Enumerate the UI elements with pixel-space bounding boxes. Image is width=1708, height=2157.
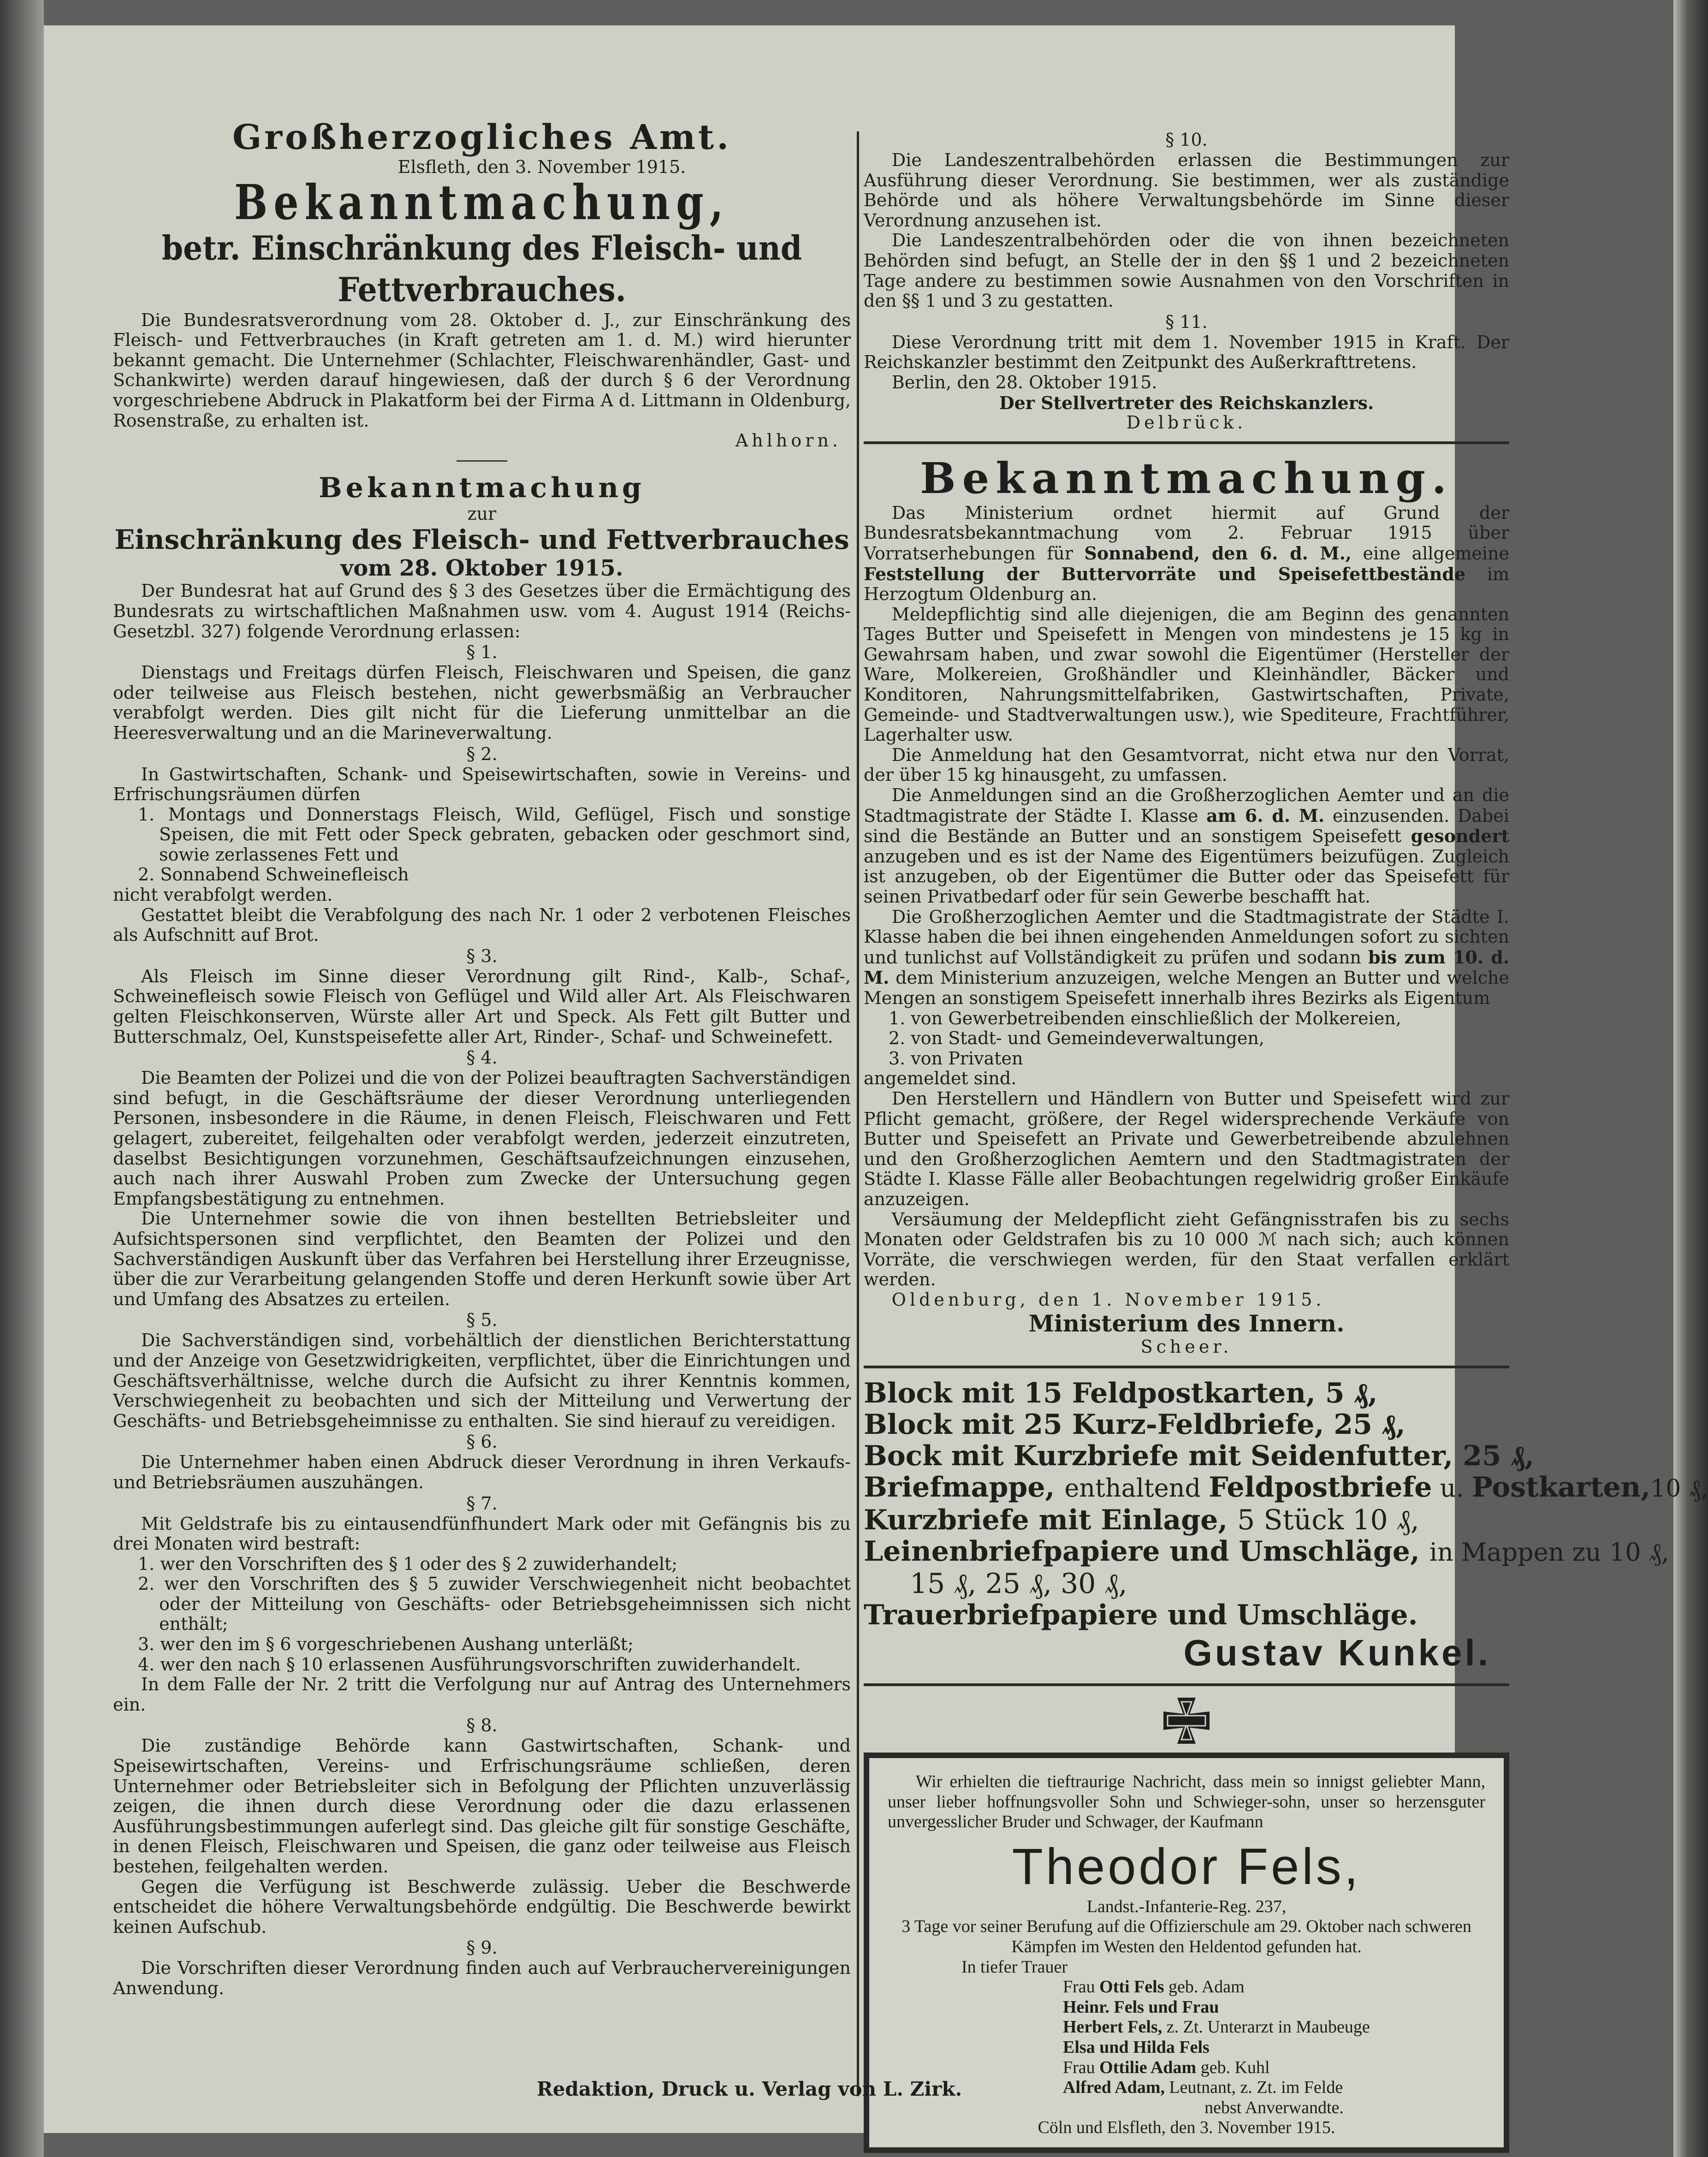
- section-4-text-2: Die Unternehmer sowie die von ihnen bestellten Betriebsleiter und Aufsichtspersonen sind verpflichtet, den Beamten der Polizei und den Sachverständigen Auskunft über das Verfahren bei Herstellung ihrer Erzeugnisse, über die zur Verarbeitung gelangenden Stoffe und deren Herkunft sowie über Art und Umfang des Absatzes zu erteilen.: [113, 1208, 851, 1309]
- bek3-after: angemeldet sind.: [864, 1068, 1017, 1089]
- bek3-paragraph-4: Die Anmeldungen sind an die Großherzoglichen Aemter und an die Stadtmagistrate der Städte I. Klasse am 6. d. M. einzusenden. Dabei sind die Bestände an Butter und an sonstigem Speisefett gesondert anzugeben und es ist der Name des Eigentümers beizufügen. Zugleich ist anzugeben, ob der Eigentümer die Butter oder das Speisefett für seinen Privatbedarf oder für sein Gewerbe beschafft hat.: [864, 785, 1510, 907]
- obituary-name: Theodor Fels,: [1012, 1838, 1361, 1895]
- obituary-text: Wir erhielten die tieftraurige Nachricht, dass mein so innigst geliebter Mann, unser lieber hoffnungsvoller Sohn und Schwieger-sohn, unser so herzensguter unvergesslicher Bruder und Schwager, der Kaufmann: [888, 1772, 1485, 1832]
- mourner-2: Heinr. Fels und Frau: [1063, 1997, 1219, 2017]
- scan-binding-shadow: [0, 0, 44, 2157]
- ad-line-kurzbriefe-einlage: Kurzbriefe mit Einlage, 5 Stück 10 ₰,: [864, 1504, 1419, 1537]
- section-7-heading: § 7.: [466, 1493, 498, 1514]
- bek3-item-1: 1. von Gewerbetreibenden einschließlich der Molkereien,: [889, 1008, 1401, 1028]
- berlin-dateline: Berlin, den 28. Oktober 1915.: [891, 372, 1157, 392]
- scheer-signature: Scheer.: [1140, 1337, 1233, 1357]
- section-10-text-2: Die Landeszentralbehörden oder die von ihnen bezeichneten Behörden sind befugt, an Stelle der in den §§ 1 und 2 bezeichneten Tage andere zu bestimmen sowie Ausnahmen von den Vorschriften in den §§ 1 und 3 zu gestatten.: [864, 230, 1509, 311]
- mourner-7: nebst Anverwandte.: [1204, 2098, 1344, 2117]
- mourner-5: Frau Ottilie Adam geb. Kuhl: [1063, 2057, 1270, 2077]
- section-7-item-2: 2. wer den Vorschriften des § 5 zuwider Verschwiegenheit nicht beobachtet oder der Mitteilung von Geschäfts- oder Betriebsgeheimnissen sich nicht enthält;: [138, 1574, 851, 1634]
- section-2-text: In Gastwirtschaften, Schank- und Speisewirtschaften, sowie in Vereins- und Erfrischungsräumen dürfen: [113, 764, 851, 805]
- obituary-text-2: 3 Tage vor seiner Berufung auf die Offizierschule am 29. Oktober nach schweren Kämpfen im Westen den Heldentod gefunden hat.: [901, 1917, 1471, 1957]
- section-5-heading: § 5.: [466, 1310, 498, 1331]
- bek2-subtitle: Einschränkung des Fleisch- und Fettverbrauches: [114, 524, 849, 556]
- bek1-signature: Ahlhorn.: [735, 430, 842, 451]
- section-3-heading: § 3.: [466, 945, 498, 966]
- separator-rule-2: [864, 1366, 1509, 1368]
- bek1-text: Die Bundesratsverordnung vom 28. Oktober d. J., zur Einschränkung des Fleisch- und Fettverbrauches (in Kraft getreten am 1. d. M.) wird hierunter bekannt gemacht. Die Unternehmer (Schlachter, Fleischwarenhändler, Gast- und Schankwirte) werden darauf hingewiesen, daß der durch § 6 der Verordnung vorgeschriebene Abdruck in Plakatform bei der Firma A d. Littmann in Oldenburg, Rosenstraße, zu erhalten ist.: [113, 309, 851, 431]
- bek3-paragraph-5: Die Großherzoglichen Aemter und die Stadtmagistrate der Städte I. Klasse haben die bei ihnen eingehenden Anmeldungen sofort zu sichten und tunlichst auf Vollständigkeit zu prüfen und sodann bis zum 10. d. M. dem Ministerium anzuzeigen, welche Mengen an Butter und welche Mengen an sonstigem Speisefett innerhalb ihres Bezirks als Eigentum: [864, 906, 1509, 1008]
- section-7-item-4: 4. wer den nach § 10 erlassenen Ausführungsvorschriften zuwiderhandelt.: [138, 1654, 801, 1675]
- ad-line-feldpostkarten: Block mit 15 Feldpostkarten, 5 ₰,: [864, 1377, 1378, 1410]
- section-6-heading: § 6.: [466, 1432, 498, 1452]
- mourner-3: Herbert Fels, z. Zt. Unterarzt in Maubeuge: [1063, 2017, 1370, 2037]
- section-3-text: Als Fleisch im Sinne dieser Verordnung gilt Rind-, Kalb-, Schaf-, Schweinefleisch sowie Fleisch von Geflügel und Wild aller Art. Als Fleischwaren gelten Fleischkonserven, Würste aller Art und Speck. Als Fett gilt Butter und Butterschmalz, Oel, Kunstspeisefette aller Art, Rinder-, Schaf- und Schweinefett.: [113, 966, 851, 1047]
- section-10-heading: § 10.: [1165, 130, 1208, 150]
- section-9-heading: § 9.: [466, 1937, 498, 1958]
- amt-heading: Großherzogliches Amt.: [232, 118, 731, 157]
- bek2-date: vom 28. Oktober 1915.: [340, 555, 623, 582]
- right-column: [864, 129, 1708, 2153]
- section-10-text: Die Landeszentralbehörden erlassen die Bestimmungen zur Ausführung dieser Verordnung. Sie bestimmen, wer als zuständige Behörde und als höhere Verwaltungsbehörde im Sinne dieser Verordnung anzusehen ist.: [864, 150, 1509, 231]
- mourner-4: Elsa und Hilda Fels: [1063, 2038, 1210, 2057]
- kunkel-advertisement: [864, 1377, 1708, 1675]
- obituary-rank: Landst.-Infanterie-Reg. 237,: [1086, 1896, 1287, 1916]
- section-4-text: Die Beamten der Polizei und die von der Polizei beauftragten Sachverständigen sind befugt, in die Geschäftsräume der dieser Verordnung unterliegenden Personen, insbesondere in die Räume, in denen Fleisch, Fleischwaren und Fett gelagert, zubereitet, feilgehalten oder verabfolgt werden, jederzeit einzutreten, daselbst Besichtigungen vorzunehmen, Geschäftsaufzeichnungen einzusehen, auch nach ihrer Auswahl Proben zum Zwecke der Untersuchung gegen Empfangsbestätigung zu entnehmen.: [113, 1068, 851, 1209]
- ad-line-briefmappe: Briefmappe, enthaltend Feldpostbriefe u. Postkarten,10 ₰,: [864, 1471, 1708, 1504]
- section-1-heading: § 1.: [466, 642, 498, 663]
- section-2-after: nicht verabfolgt werden.: [113, 885, 333, 905]
- separator-rule-3: [864, 1683, 1509, 1686]
- bek2-intro: Der Bundesrat hat auf Grund des § 3 des Gesetzes über die Ermächtigung des Bundesrats zu wirtschaftlichen Maßnahmen usw. vom 4. August 1914 (Reichs-Gesetzbl. 327) folgende Verordnung erlassen:: [113, 581, 851, 642]
- section-8-text-2: Gegen die Verfügung ist Beschwerde zulässig. Ueber die Beschwerde entscheidet die höhere Verwaltungsbehörde endgültig. Die Beschwerde bewirkt keinen Aufschub.: [113, 1876, 851, 1937]
- obituary-place-date: Cöln und Elsfleth, den 3. November 1915.: [1038, 2118, 1335, 2138]
- bek1-title: Bekanntmachung,: [234, 173, 729, 231]
- ministerium-signature: Ministerium des Innern.: [1028, 1310, 1345, 1337]
- section-8-heading: § 8.: [466, 1715, 498, 1736]
- bek3-item-3: 3. von Privaten: [889, 1048, 1023, 1069]
- ad-line-seidenfutter: Bock mit Kurzbriefe mit Seidenfutter, 25 ₰,: [864, 1440, 1535, 1473]
- bek2-title: Bekanntmachung: [318, 471, 645, 504]
- section-11-heading: § 11.: [1165, 311, 1208, 332]
- section-2-item-1: 1. Montags und Donnerstags Fleisch, Wild, Geflügel, Fisch und sonstige Speisen, die mit Fett oder Speck gebraten, gebacken oder geschmort sind, sowie zerlassenes Fett und: [138, 804, 851, 865]
- bek3-paragraph-6: Den Herstellern und Händlern von Butter und Speisefett wird zur Pflicht gemacht, größere, der Regel widersprechende Verkäufe von Butter und Speisefett an Private und Gewerbetreibende abzulehnen und den Großherzoglichen Aemtern und den Stadtmagistraten der Städte I. Klasse Fälle aller Beobachtungen regelwidrig großer Einkäufe anzuzeigen.: [864, 1088, 1509, 1209]
- section-8-text: Die zuständige Behörde kann Gastwirtschaften, Schank- und Speisewirtschaften, Vereins- und Erfrischungsräume schließen, deren Unternehmer oder Betriebsleiter sich in Befolgung der Pflichten unzuverlässig zeigen, die ihnen durch diese Verordnung oder die dazu erlassenen Ausführungsbestimmungen auferlegt sind. Das gleiche gilt für sonstige Geschäfte, in denen Fleisch, Fleischwaren und Speisen, die ganz oder teilweise aus Fleisch bestehen, feilgehalten werden.: [113, 1735, 851, 1877]
- section-2-text-2: Gestattet bleibt die Verabfolgung des nach Nr. 1 oder 2 verbotenen Fleisches als Aufschnitt auf Brot.: [113, 904, 851, 945]
- section-2-heading: § 2.: [466, 743, 498, 764]
- section-7-text: Mit Geldstrafe bis zu eintausendfünfhundert Mark oder mit Gefängnis bis zu drei Monaten wird bestraft:: [113, 1513, 851, 1554]
- amt-dateline: Elsfleth, den 3. November 1915.: [397, 157, 686, 177]
- iron-cross-icon: [864, 1695, 1509, 1748]
- kunkel-name: Gustav Kunkel.: [1183, 1632, 1491, 1674]
- scan-edge-shadow: [1673, 0, 1708, 2157]
- mourner-1: Frau Otti Fels geb. Adam: [1063, 1977, 1245, 1997]
- bek3-paragraph-7: Versäumung der Meldepflicht zieht Gefängnisstrafen bis zu sechs Monaten oder Geldstrafen bis zu 10 000 ℳ nach sich; auch können Vorräte, die verschwiegen werden, für den Staat verfallen erklärt werden.: [864, 1209, 1509, 1290]
- ad-line-kurz-feldbriefe: Block mit 25 Kurz-Feldbriefe, 25 ₰,: [864, 1408, 1406, 1441]
- bek3-item-2: 2. von Stadt- und Gemeindeverwaltungen,: [889, 1028, 1264, 1049]
- oldenburg-dateline: Oldenburg, den 1. November 1915.: [891, 1289, 1325, 1310]
- section-9-text: Die Vorschriften dieser Verordnung finden auch auf Verbrauchervereinigungen Anwendung.: [113, 1958, 851, 1998]
- bek2-zur: zur: [467, 503, 497, 524]
- obituary-trauer: In tiefer Trauer: [961, 1957, 1068, 1977]
- separator-rule: [864, 441, 1509, 444]
- column-divider: [857, 131, 859, 2096]
- ad-line-leinenbriefpapiere: Leinenbriefpapiere und Umschläge, in Mappen zu 10 ₰,: [864, 1535, 1669, 1568]
- section-11-text: Diese Verordnung tritt mit dem 1. November 1915 in Kraft. Der Reichskanzler bestimmt den Zeitpunkt des Außerkrafttretens.: [864, 332, 1509, 373]
- section-7-text-2: In dem Falle der Nr. 2 tritt die Verfolgung nur auf Antrag des Unternehmers ein.: [113, 1674, 851, 1715]
- section-4-heading: § 4.: [466, 1047, 498, 1068]
- section-1-text: Dienstags und Freitags dürfen Fleisch, Fleischwaren und Speisen, die ganz oder teilweise aus Fleisch bestehen, nicht gewerbsmäßig an Verbraucher verabfolgt werden. Dies gilt nicht für die Lieferung unmittelbar an die Heeresverwaltung und an die Marineverwaltung.: [113, 662, 851, 743]
- delbrueck-signature: Delbrück.: [1126, 412, 1247, 433]
- left-column: [113, 118, 851, 1999]
- section-5-text: Die Sachverständigen sind, vorbehältlich der dienstlichen Berichterstattung und der Anzeige von Gesetzwidrigkeiten, verpflichtet, über die Einrichtungen und Geschäftsverhältnisse, welche durch die Aufsicht zu ihrer Kenntnis kommen, Verschwiegenheit zu beobachten und sich der Mitteilung und Verwertung der Geschäfts- und Betriebsgeheimnisse zu enthalten. Sie sind hierauf zu vereidigen.: [113, 1330, 851, 1431]
- ad-line-prices: 15 ₰, 25 ₰, 30 ₰,: [910, 1568, 1127, 1600]
- section-6-text: Die Unternehmer haben einen Abdruck dieser Verordnung in ihren Verkaufs- und Betriebsräumen auszuhängen.: [113, 1452, 851, 1492]
- separator: [457, 460, 507, 462]
- section-7-item-3: 3. wer den im § 6 vorgeschriebenen Aushang unterläßt;: [138, 1634, 634, 1655]
- mourner-6: Alfred Adam, Leutnant, z. Zt. im Felde: [1063, 2078, 1343, 2098]
- bek3-paragraph-1: Das Ministerium ordnet hiermit auf Grund der Bundesratsbekanntmachung vom 2. Februar 1915 über Vorratserhebungen für Sonnabend, den 6. d. M., eine allgemeine Feststellung der Buttervorräte und Speisefettbestände im Herzogtum Oldenburg an.: [864, 502, 1509, 605]
- bek3-paragraph-3: Die Anmeldung hat den Gesamtvorrat, nicht etwa nur den Vorrat, der über 15 kg hinausgeht, zu umfassen.: [864, 744, 1509, 785]
- bek3-title: Bekanntmachung.: [920, 453, 1453, 503]
- stellvertreter: Der Stellvertreter des Reichskanzlers.: [999, 392, 1374, 413]
- section-2-item-2: 2. Sonnabend Schweinefleisch: [138, 864, 409, 885]
- newspaper-page: [44, 25, 1708, 2138]
- section-7-item-1: 1. wer den Vorschriften des § 1 oder des § 2 zuwiderhandelt;: [138, 1553, 678, 1574]
- ad-line-trauerbriefpapiere: Trauerbriefpapiere und Umschläge.: [864, 1599, 1418, 1632]
- publisher-footer: Redaktion, Druck u. Verlag von L. Zirk.: [536, 2078, 962, 2100]
- bek1-subtitle: betr. Einschränkung des Fleisch- und Fettverbrauches.: [161, 228, 802, 309]
- bek3-paragraph-2: Meldepflichtig sind alle diejenigen, die am Beginn des genannten Tages Butter und Speisefett in Mengen von mindestens je 15 kg in Gewahrsam haben, und zwar sowohl die Eigentümer (Hersteller der Ware, Molkereien, Großhändler und Kleinhändler, Bäcker und Konditoren, Nahrungsmittelfabriken, Gastwirtschaften, Private, Gemeinde- und Stadtverwaltungen usw.), wie Spediteure, Frachtführer, Lagerhalter usw.: [864, 604, 1509, 745]
